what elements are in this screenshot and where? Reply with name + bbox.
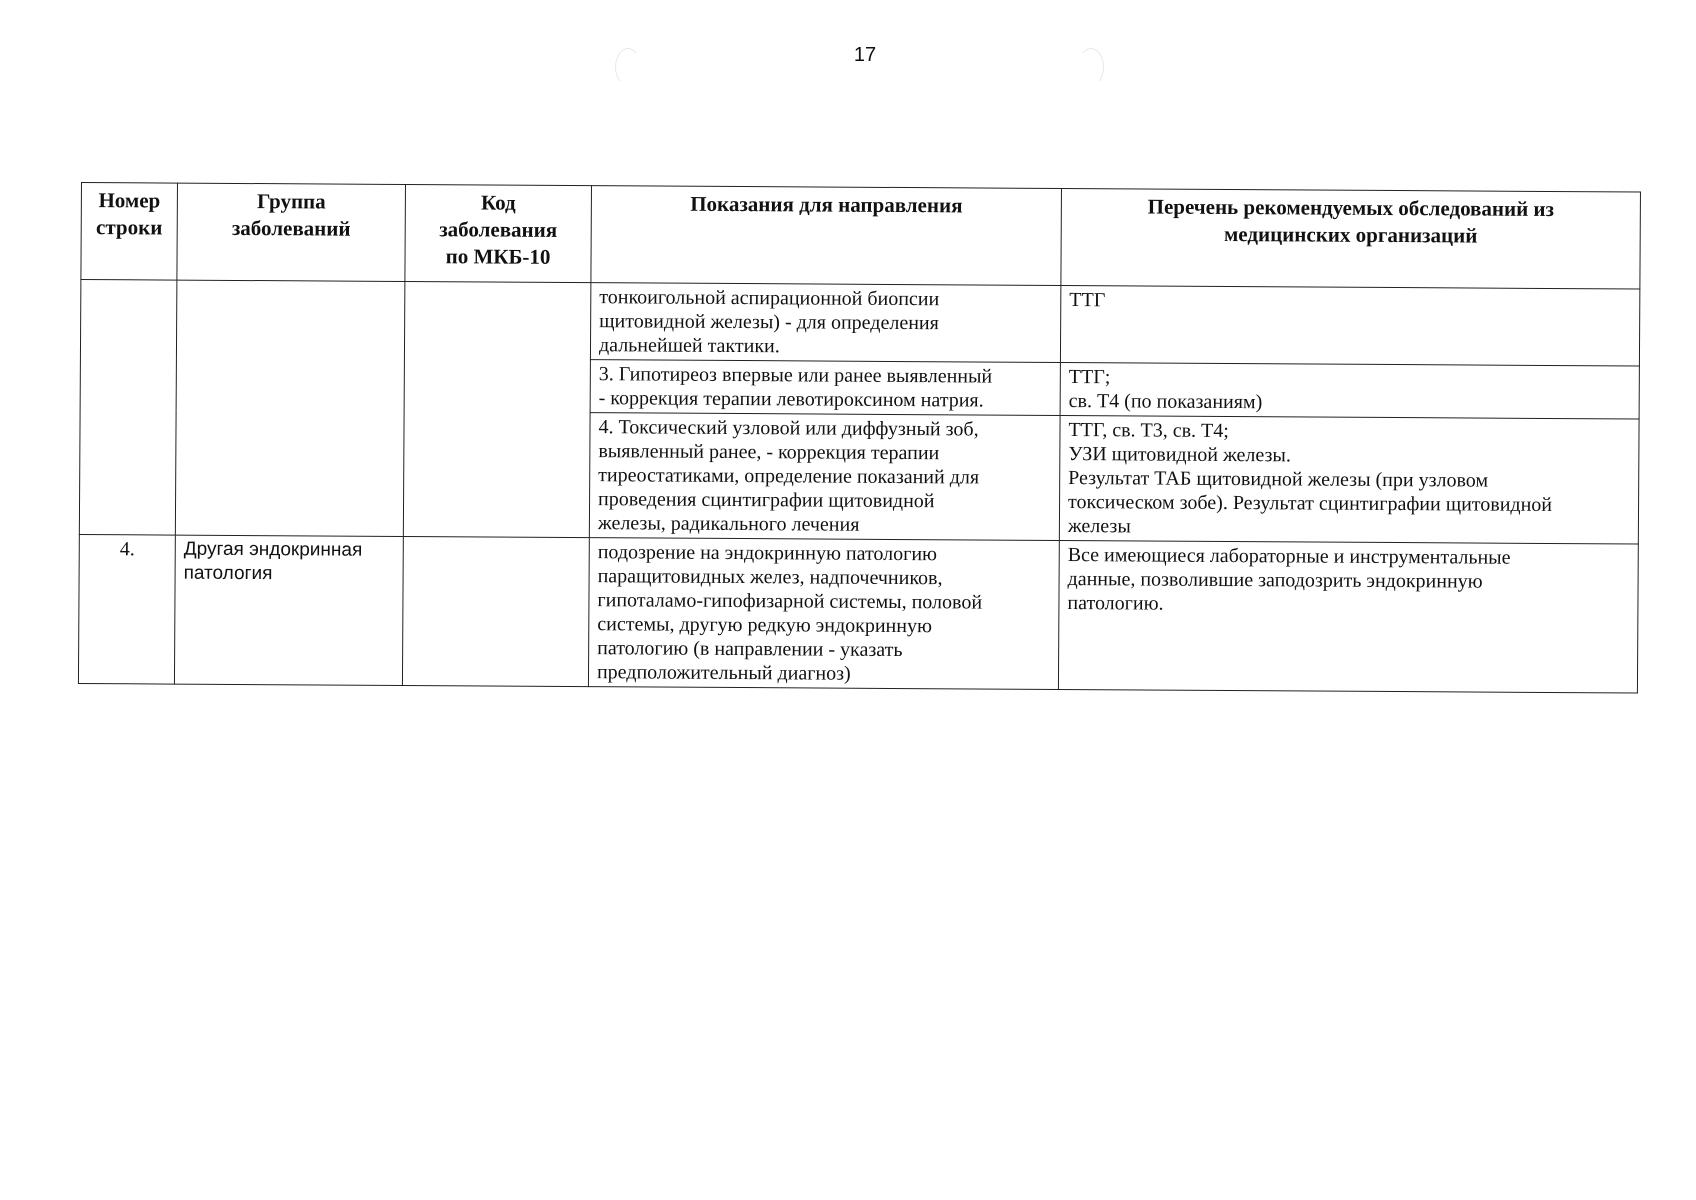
exams-cell [1060, 362, 1639, 419]
punch-hole-mark [615, 48, 641, 86]
cell-line: ТТГ; [1068, 366, 1111, 389]
cell-line: Все имеющиеся лабораторные и инструментальные [1067, 544, 1511, 569]
cell-line: гипоталамо-гипофизарной системы, половой [597, 589, 983, 614]
cell-line: выявленный ранее, - коррекция терапии [598, 440, 940, 465]
header-exams [1061, 188, 1641, 289]
cell-line: проведения сцинтиграфии щитовидной [598, 488, 935, 513]
cell-line: УЗИ щитовидной железы. [1068, 443, 1291, 467]
icd-code-cell [402, 536, 589, 686]
header-text: Показания для направления [690, 191, 963, 218]
header-text: Номер [98, 188, 161, 213]
cell-line: 4. Токсический узловой или диффузный зоб, [598, 416, 979, 441]
cell-line: 3. Гипотиреоз впервые или ранее выявленный [598, 363, 993, 388]
indications-cell [590, 283, 1060, 363]
cell-line: - коррекция терапии левотироксином натрия. [598, 387, 984, 412]
cell-line: патологию. [1067, 592, 1164, 615]
indications-cell [590, 360, 1060, 416]
header-text: медицинских организаций [1223, 221, 1478, 248]
cell-line: тонкоигольной аспирационной биопсии [599, 286, 940, 311]
cell-line: железы, радикального лечения [597, 512, 860, 536]
cell-line: паращитовидных желез, надпочечников, [597, 565, 943, 590]
cell-line: Результат ТАБ щитовидной железы (при узловом [1068, 467, 1489, 492]
header-icd-code [405, 184, 592, 282]
cell-line: тиреостатиками, определение показаний для [598, 464, 980, 489]
cell-line: патологию (в направлении - указать [597, 637, 903, 662]
header-text: по МКБ-10 [445, 244, 551, 269]
cell-line: системы, другую редкую эндокринную [597, 613, 932, 638]
exams-cell [1058, 540, 1638, 693]
cell-line: железы [1067, 515, 1131, 538]
table-row [78, 534, 1638, 693]
referral-table [78, 182, 1641, 694]
table-header-row [81, 183, 1641, 290]
exams-cell [1059, 415, 1639, 544]
header-text: Группа [256, 189, 326, 214]
header-disease-group [177, 183, 406, 281]
header-text: Перечень рекомендуемых обследований из [1147, 194, 1555, 221]
icd-code-cell [403, 281, 591, 537]
exams-cell [1060, 285, 1639, 366]
row-number-cell [79, 280, 177, 536]
header-text: заболевания [439, 217, 558, 242]
disease-group-cell [175, 280, 405, 536]
cell-line: подозрение на эндокринную патологию [597, 541, 938, 566]
header-text: Код [480, 190, 516, 215]
indications-cell [589, 413, 1060, 541]
disease-group-cell [174, 535, 403, 685]
header-text: строки [96, 215, 163, 240]
cell-line: ТТГ, св. Т3, св. Т4; [1068, 419, 1229, 443]
cell-line: св. Т4 (по показаниям) [1068, 390, 1263, 414]
row-number-cell: 4. [78, 534, 175, 684]
cell-line: токсическом зобе). Результат сцинтиграфии щитовидной [1067, 491, 1553, 516]
punch-hole-mark [1078, 48, 1104, 86]
cell-line: данные, позволившие заподозрить эндокринную [1067, 568, 1483, 593]
page-number: 17 [853, 44, 877, 66]
header-row-number [81, 183, 178, 281]
cell-line: ТТГ [1069, 289, 1106, 312]
cell-line: Другая эндокринная [183, 538, 363, 561]
header-indications [591, 186, 1062, 286]
cell-line: щитовидной железы) - для определения [599, 310, 939, 335]
cell-line: дальнейшей тактики. [598, 334, 780, 358]
header-text: заболеваний [231, 215, 351, 241]
cell-line: предположительный диагноз) [596, 661, 851, 685]
cell-line: патология [183, 562, 273, 585]
indications-cell [588, 538, 1059, 690]
table-row [80, 280, 1639, 367]
